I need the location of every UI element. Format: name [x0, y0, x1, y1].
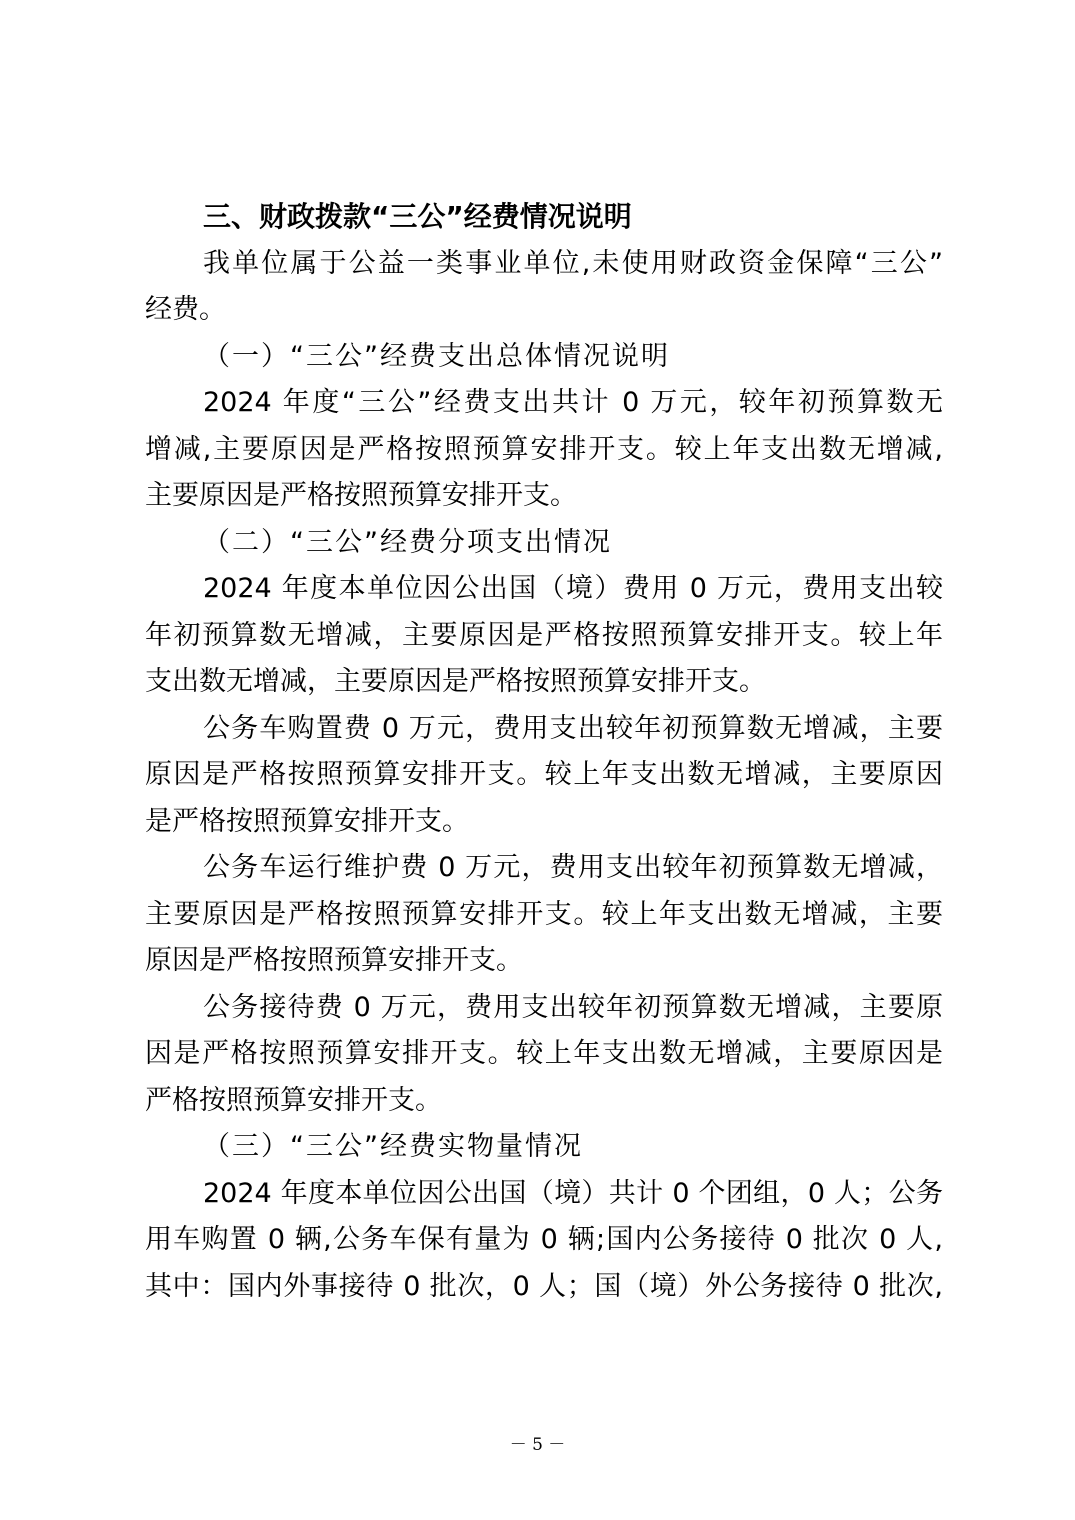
subsection-title-2: （二）“三公”经费分项支出情况 [203, 526, 612, 558]
subsection-title-3: （三）“三公”经费实物量情况 [203, 1131, 583, 1162]
paragraph-line: 因是严格按照预算安排开支。较上年支出数无增减，主要原因是 [145, 1038, 943, 1069]
paragraph-line: 年初预算数无增减，主要原因是严格按照预算安排开支。较上年 [145, 619, 943, 651]
paragraph-line: 经费。 [145, 294, 226, 325]
subsection-3-paragraph [145, 1171, 943, 1311]
paragraph-line: 公务车运行维护费 0 万元，费用支出较年初预算数无增减， [203, 852, 943, 883]
section-title: 三、财政拨款“三公”经费情况说明 [203, 200, 632, 233]
intro-paragraph [145, 241, 943, 334]
paragraph-line: 原因是严格按照预算安排开支。 [145, 945, 523, 976]
subsection-1-paragraph [145, 380, 943, 520]
paragraph-line: 2024 年度“三公”经费支出共计 0 万元，较年初预算数无 [203, 387, 943, 418]
document-body [145, 194, 943, 1310]
paragraph-line: 是严格按照预算安排开支。 [145, 805, 469, 837]
subsection-title-1: （一）“三公”经费支出总体情况说明 [203, 340, 670, 372]
paragraph-line: 主要原因是严格按照预算安排开支。较上年支出数无增减，主要 [145, 898, 943, 930]
paragraph-line: 2024 年度本单位因公出国（境）共计 0 个团组，0 人；公务 [203, 1177, 943, 1209]
paragraph-line: 我单位属于公益一类事业单位,未使用财政资金保障“三公” [203, 247, 943, 279]
paragraph-line: 用车购置 0 辆,公务车保有量为 0 辆;国内公务接待 0 批次 0 人, [145, 1224, 943, 1255]
paragraph-line: 公务车购置费 0 万元，费用支出较年初预算数无增减，主要 [203, 712, 943, 744]
page-number: － 5 － [509, 1435, 566, 1455]
paragraph-line: 公务接待费 0 万元，费用支出较年初预算数无增减，主要原 [203, 991, 943, 1023]
subsection-2-paragraph-4 [145, 985, 943, 1125]
subsection-2-paragraph-3 [145, 845, 943, 985]
paragraph-line: 严格按照预算安排开支。 [145, 1084, 442, 1116]
subsection-2-paragraph-2 [145, 706, 943, 846]
paragraph-line: 原因是严格按照预算安排开支。较上年支出数无增减，主要原因 [145, 759, 943, 790]
paragraph-line: 主要原因是严格按照预算安排开支。 [145, 480, 577, 511]
paragraph-line: 其中：国内外事接待 0 批次，0 人；国（境）外公务接待 0 批次, [145, 1270, 943, 1302]
paragraph-line: 增减,主要原因是严格按照预算安排开支。较上年支出数无增减, [145, 433, 943, 465]
subsection-2-paragraph-1 [145, 566, 943, 706]
paragraph-line: 2024 年度本单位因公出国（境）费用 0 万元，费用支出较 [203, 573, 943, 604]
paragraph-line: 支出数无增减，主要原因是严格按照预算安排开支。 [145, 666, 766, 697]
